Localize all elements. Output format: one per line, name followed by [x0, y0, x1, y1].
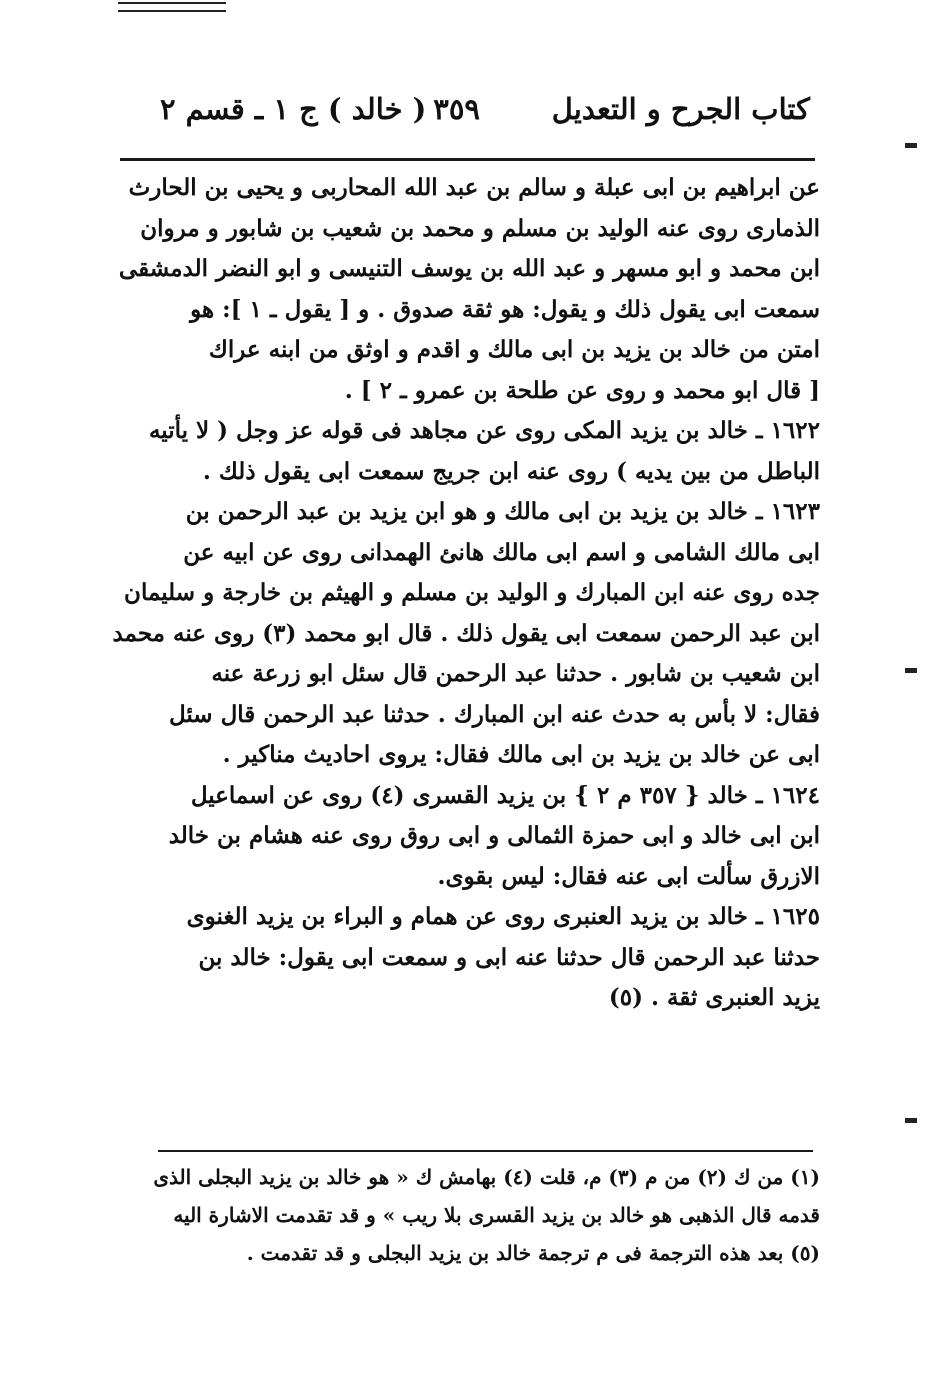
- text-line: ابى عن خالد بن يزيد بن ابى مالك فقال: يروى احاديث مناكير .: [222, 741, 820, 768]
- text-line: ابن عبد الرحمن سمعت ابى يقول ذلك . قال ابو محمد (٣) روى عنه محمد: [112, 619, 820, 647]
- page-number: ٣٥٩: [433, 92, 480, 126]
- book-title: كتاب الجرح و التعديل: [551, 92, 810, 126]
- text-line: ابن ابى خالد و ابى حمزة الثمالى و ابى روق روى عنه هشام بن خالد: [168, 822, 820, 849]
- text-line: الازرق سألت ابى عنه فقال: ليس بقوى.: [437, 862, 820, 890]
- entry-1622-line: ١٦٢٢ ـ خالد بن يزيد المكى روى عن مجاهد فى قوله عز وجل ( لا يأتيه: [148, 417, 820, 444]
- text-line: جده روى عنه ابن المبارك و الوليد بن مسلم و الهيثم بن خارجة و سليمان: [124, 579, 820, 606]
- text-line: سمعت ابى يقول ذلك و يقول: هو ثقة صدوق . و [ يقول ـ ١ ]: هو: [190, 295, 820, 323]
- footnotes: [153, 1158, 820, 1272]
- main-text: [112, 168, 820, 1019]
- text-line: ابن محمد و ابو مسهر و عبد الله بن يوسف التنيسى و ابو النضر الدمشقى: [118, 255, 820, 282]
- footnote-line: (٥) بعد هذه الترجمة فى م ترجمة خالد بن يزيد البجلى و قد تقدمت .: [246, 1241, 820, 1265]
- top-edge-rule: [118, 10, 226, 12]
- text-line: الذمارى روى عنه الوليد بن مسلم و محمد بن شعيب بن شابور و مروان: [140, 214, 820, 242]
- text-line: يزيد العنبرى ثقة . (٥): [608, 984, 820, 1011]
- footnote-line: قدمه قال الذهبى هو خالد بن يزيد القسرى بلا ريب » و قد تقدمت الاشارة اليه: [173, 1203, 820, 1227]
- section-label: ( خالد ) ج ١ ـ قسم ٢: [160, 92, 427, 126]
- text-line: الباطل من بين يديه ) روى عنه ابن جريج سمعت ابى يقول ذلك .: [202, 457, 820, 485]
- footnote-rule: [158, 1150, 813, 1152]
- entry-1623-line: ١٦٢٣ ـ خالد بن يزيد بن ابى مالك و هو ابن يزيد بن عبد الرحمن بن: [185, 498, 820, 525]
- text-line: ابن شعيب بن شابور . حدثنا عبد الرحمن قال سئل ابو زرعة عنه: [211, 660, 820, 687]
- text-line: [ قال ابو محمد و روى عن طلحة بن عمرو ـ ٢ ] .: [344, 376, 820, 404]
- running-header: [120, 92, 810, 152]
- margin-mark: [905, 143, 917, 148]
- text-line: عن ابراهيم بن ابى عبلة و سالم بن عبد الله المحاربى و يحيى بن الحارث: [128, 174, 820, 201]
- text-line: ابى مالك الشامى و اسم ابى مالك هانئ الهمدانى روى عن ابيه عن: [183, 538, 820, 566]
- text-line: امتن من خالد بن يزيد بن ابى مالك و اقدم و اوثق من ابنه عراك: [208, 336, 820, 363]
- margin-mark: [905, 1118, 917, 1123]
- entry-1625-line: ١٦٢٥ ـ خالد بن يزيد العنبرى روى عن همام و البراء بن يزيد الغنوى: [186, 903, 820, 930]
- header-rule: [120, 158, 815, 161]
- footnote-line: (١) من ك (٢) من م (٣) م، قلت (٤) بهامش ك « هو خالد بن يزيد البجلى الذى: [153, 1165, 820, 1189]
- text-line: حدثنا عبد الرحمن قال حدثنا عنه ابى و سمعت ابى يقول: خالد بن: [198, 943, 820, 971]
- entry-1624-line: ١٦٢٤ ـ خالد { ٣٥٧ م ٢ } بن يزيد القسرى (٤) روى عن اسماعيل: [190, 781, 820, 809]
- top-edge-rule: [118, 2, 226, 4]
- margin-mark: [905, 668, 917, 673]
- text-line: فقال: لا بأس به حدث عنه ابن المبارك . حدثنا عبد الرحمن قال سئل: [168, 700, 820, 728]
